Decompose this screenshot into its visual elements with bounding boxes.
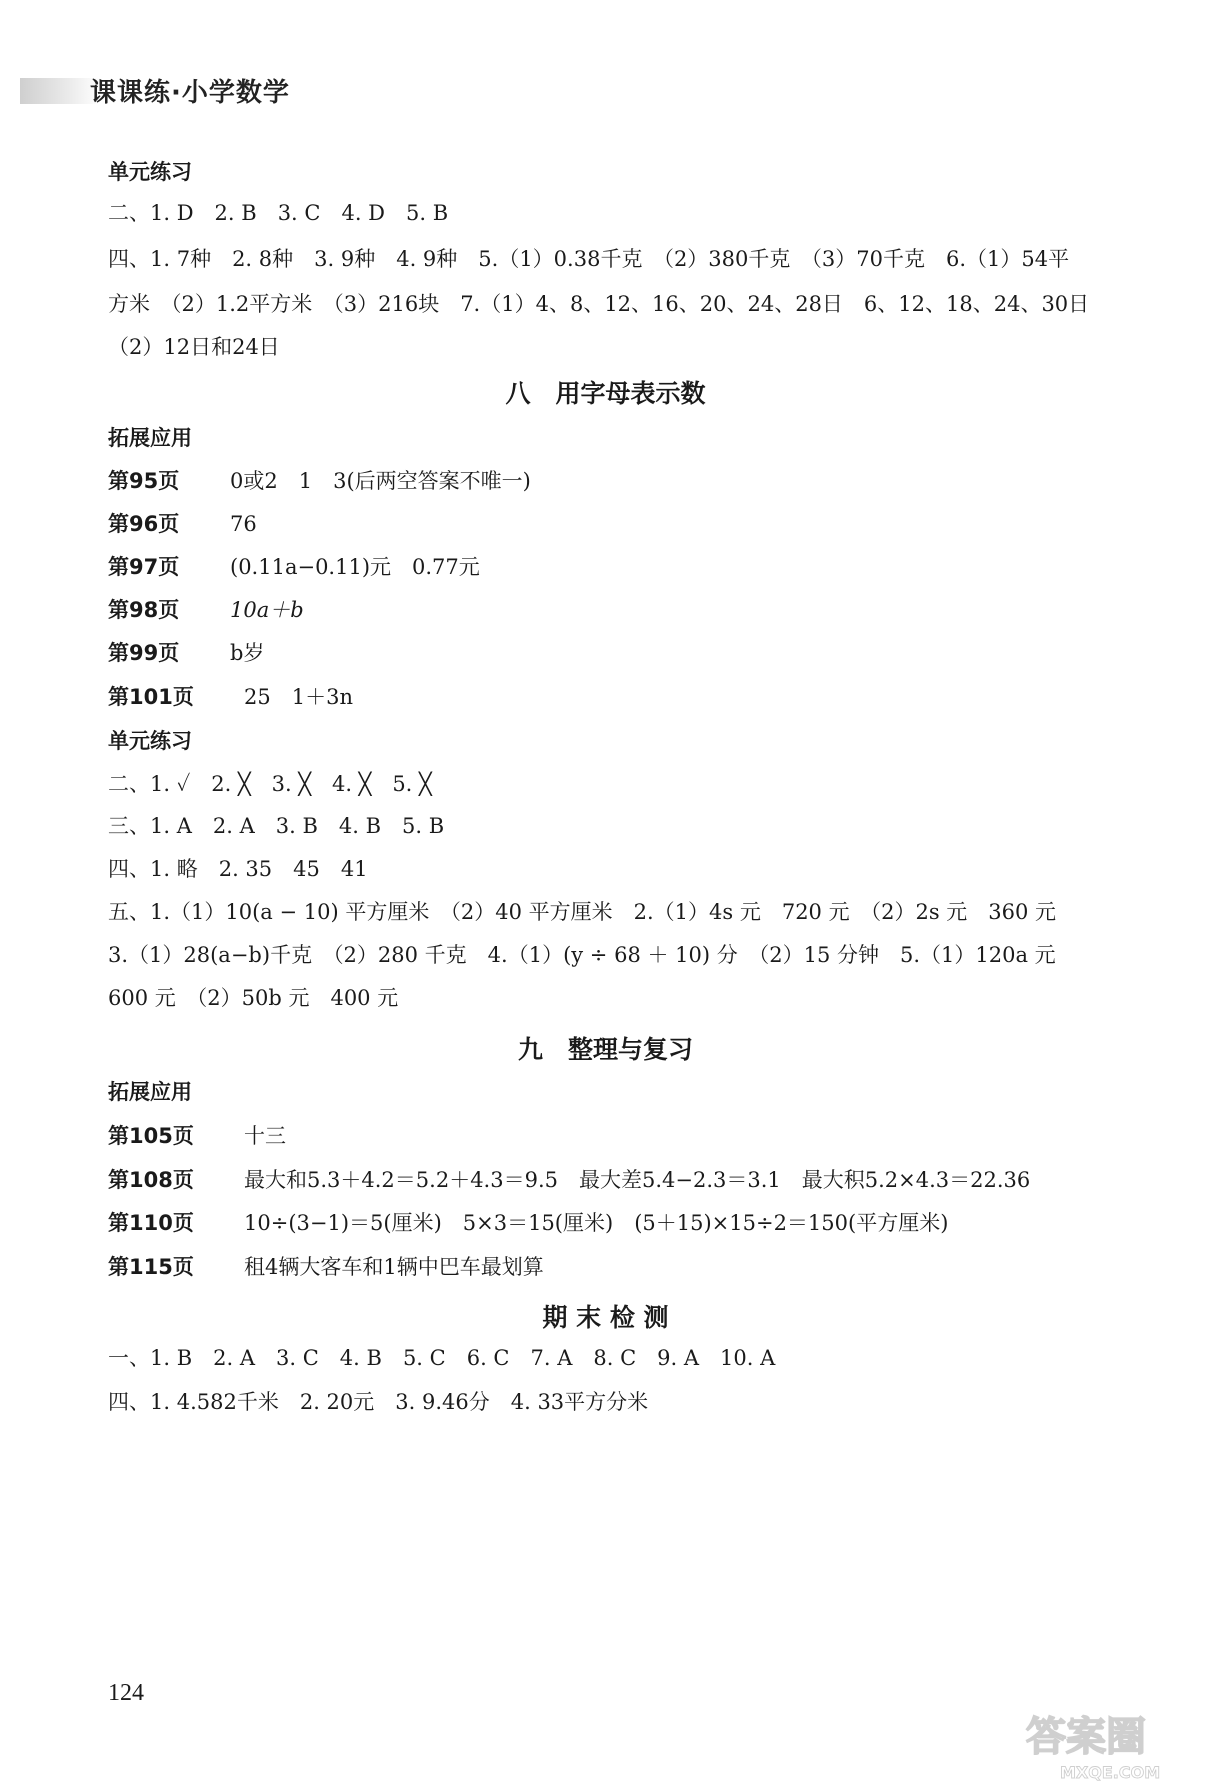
page-label: 第98页 (108, 598, 180, 622)
watermark-icon (1020, 1700, 1200, 1784)
page-answer: 10a＋b (230, 598, 304, 622)
page-answer: 10÷(3−1)＝5(厘米) 5×3＝15(厘米) (5＋15)×15÷2＝150(平方厘米) (244, 1211, 949, 1235)
page-answer: 租4辆大客车和1辆中巴车最划算 (244, 1255, 544, 1279)
answer-line: 三、1. A 2. A 3. B 4. B 5. B (108, 814, 445, 838)
extension-heading: 拓展应用 (108, 1080, 192, 1104)
section-title: 九 整理与复习 (517, 1035, 693, 1064)
answer-line: 五、1.（1）10(a − 10) 平方厘米 （2）40 平方厘米 2.（1）4s 元 720 元 （2）2s 元 360 元 (108, 900, 1057, 924)
page-answer-row (108, 1166, 1030, 1194)
section-title: 八 用字母表示数 (505, 379, 706, 408)
page-answer-row (108, 683, 353, 711)
page-label: 第110页 (108, 1211, 194, 1235)
answer-line: 二、1. D 2. B 3. C 4. D 5. B (108, 201, 449, 225)
answer-line: 3.（1）28(a−b)千克 （2）280 千克 4.（1）(y ÷ 68 ＋ 10) 分 （2）15 分钟 5.（1）120a 元 (108, 943, 1056, 967)
page-label: 第99页 (108, 641, 180, 665)
answer-line: （2）12日和24日 (108, 335, 280, 359)
answer-line: 600 元 （2）50b 元 400 元 (108, 986, 399, 1010)
section-title: 期 末 检 测 (542, 1303, 669, 1332)
page-answer-row (108, 1209, 948, 1237)
unit-exercise-heading: 单元练习 (108, 729, 192, 753)
page-answer: 25 1＋3n (244, 685, 353, 709)
answer-line: 四、1. 4.582千米 2. 20元 3. 9.46分 4. 33平方分米 (108, 1390, 649, 1414)
page-label: 第101页 (108, 685, 194, 709)
header-title: 课课练·小学数学 (90, 78, 290, 108)
header-band (20, 78, 100, 104)
page-answer-row (108, 596, 304, 624)
answer-line: 方米 （2）1.2平方米 （3）216块 7.（1）4、8、12、16、20、24、28日 6、12、18、24、30日 (108, 292, 1090, 316)
page-answer: 最大和5.3＋4.2＝5.2＋4.3＝9.5 最大差5.4−2.3＝3.1 最大积5.2×4.3＝22.36 (244, 1168, 1031, 1192)
extension-heading: 拓展应用 (108, 426, 192, 450)
page-answer: 76 (230, 512, 257, 536)
page-answer: 十三 (244, 1124, 286, 1148)
answer-line: 一、1. B 2. A 3. C 4. B 5. C 6. C 7. A 8. C 9. A 10. A (108, 1346, 776, 1370)
page-answer: (0.11a−0.11)元 0.77元 (230, 555, 480, 579)
running-header (20, 72, 290, 108)
page-label: 第97页 (108, 555, 180, 579)
answer-line: 二、1. ✓ 2. ╳ 3. ╳ 4. ╳ 5. ╳ (108, 772, 432, 796)
page-number: 124 (108, 1680, 144, 1706)
watermark-logo (1020, 1700, 1200, 1784)
answer-line: 四、1. 7种 2. 8种 3. 9种 4. 9种 5.（1）0.38千克 （2）380千克 （3）70千克 6.（1）54平 (108, 247, 1070, 271)
page-label: 第95页 (108, 469, 180, 493)
page-label: 第108页 (108, 1168, 194, 1192)
page-answer-row (108, 1122, 286, 1150)
page-answer-row (108, 1253, 544, 1281)
answer-line: 四、1. 略 2. 35 45 41 (108, 857, 368, 881)
svg-text:MXQE.COM: MXQE.COM (1060, 1763, 1161, 1782)
page-answer: b岁 (230, 641, 265, 665)
page-answer: 0或2 1 3(后两空答案不唯一) (230, 469, 531, 493)
page-label: 第105页 (108, 1124, 194, 1148)
page-label: 第96页 (108, 512, 180, 536)
page-answer-row (108, 510, 257, 538)
page-answer-row (108, 639, 264, 667)
page-answer-row (108, 467, 531, 495)
unit-exercise-heading: 单元练习 (108, 160, 192, 184)
page-answer-row (108, 553, 480, 581)
svg-text:答案圈: 答案圈 (1026, 1714, 1146, 1760)
page-label: 第115页 (108, 1255, 194, 1279)
